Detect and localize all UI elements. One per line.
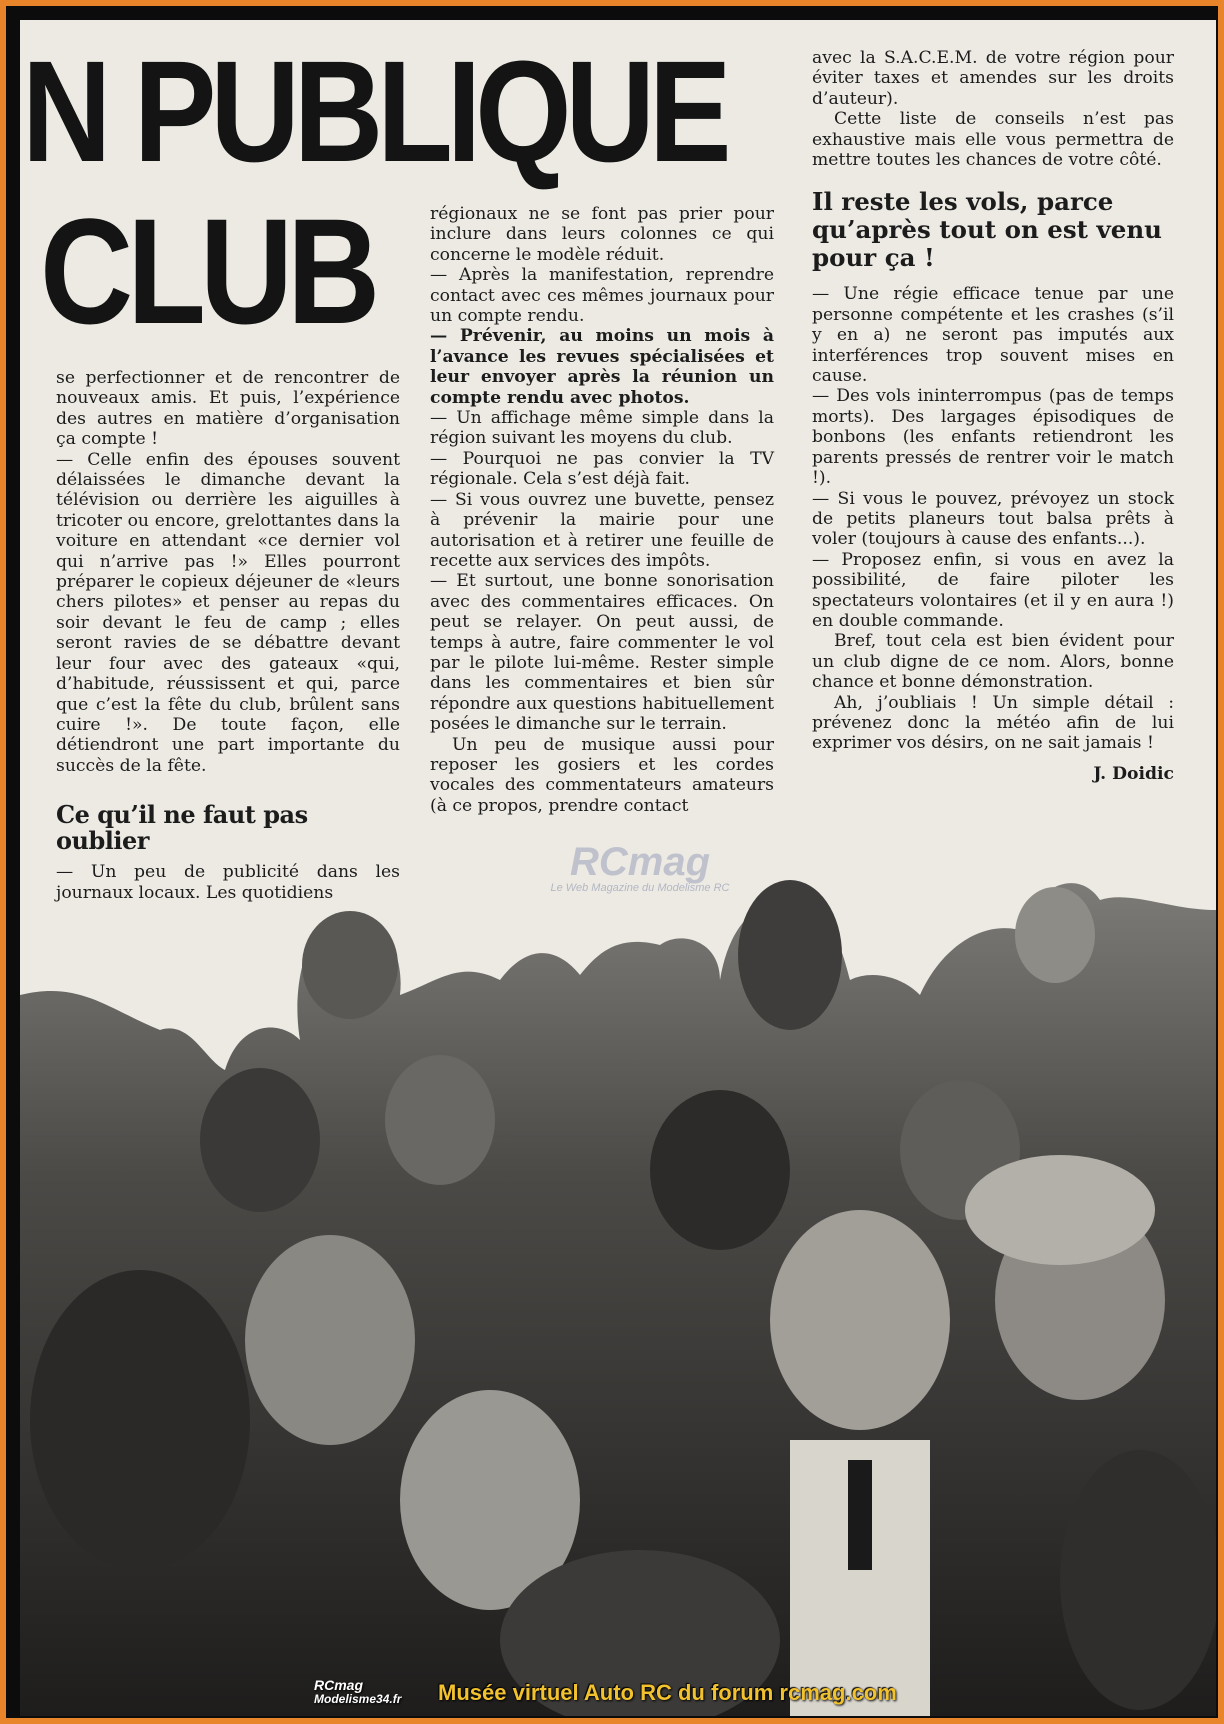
magazine-page [20,20,1216,1716]
column3-paragraph-2: Cette liste de conseils n’est pas exhaustive mais elle vous permettra de mettre toutes les chances de votre côté. [812,109,1174,171]
column3-paragraph-5: — Si vous le pouvez, prévoyez un stock de petits planeurs tout balsa prêts à voler (toujours à cause des enfants...). [812,488,1174,550]
column3-paragraph-6: — Proposez enfin, si vous en avez la possibilité, de faire piloter les spectateurs volontaires (et il y en aura !) en double commande. [812,549,1174,631]
column1-subheading: Ce qu’il ne faut pas oublier [56,800,308,856]
headline-line-1: N PUBLIQUE [22,31,726,192]
column2-paragraph-5: — Pourquoi ne pas convier la TV régionale. Cela s’est déjà fait. [430,448,774,490]
column1-paragraph-1: se perfectionner et de rencontrer de nouveaux amis. Et puis, l’expérience des autres en matière d’organisation ça compte ! [56,368,400,450]
author-signature: J. Doidic [1093,763,1174,784]
column1-paragraph-3: — Un peu de publicité dans les journaux locaux. Les quotidiens [56,862,400,903]
column2-paragraph-7: — Et surtout, une bonne sonorisation avec des commentaires efficaces. On peut se relayer. On peut aussi, de temps à autre, faire commenter le vol par le pilote lui-même. Rester simple dans les commentaires et bien sûr répondre aux questions habituellement posées le dimanche sur le terrain. [430,571,774,735]
column3-paragraph-8: Ah, j’oubliais ! Un simple détail : prévenez donc la météo afin de lui exprimer vos désirs, on ne sait jamais ! [812,692,1174,754]
column2-paragraph-1: régionaux ne se font pas prier pour inclure dans leurs colonnes ce qui concerne le modèle réduit. [430,204,774,265]
column2-paragraph-4: — Un affichage même simple dans la région suivant les moyens du club. [430,408,774,449]
headline-line-2: CLUB [40,187,375,355]
page-frame [6,6,1218,1718]
column3-paragraph-3: — Une régie efficace tenue par une personne compétente et les crashes (s’il y en a) ne seront pas imputés aux interférences trop souvent mises en cause. [812,284,1174,387]
rcmag-logo [314,1678,401,1706]
column2-paragraph-8: Un peu de musique aussi pour reposer les gosiers et les cordes vocales des commentateurs amateurs (à ce propos, prendre contact [430,734,774,816]
column2-paragraph-6: — Si vous ouvrez une buvette, pensez à prévenir la mairie pour une autorisation et à retirer une feuille de recette aux services des impôts. [430,489,774,571]
column3-paragraph-7: Bref, tout cela est bien évident pour un club digne de ce nom. Alors, bonne chance et bonne démonstration. [812,631,1174,693]
column3-paragraph-1: avec la S.A.C.E.M. de votre région pour éviter taxes et amendes sur les droits d’auteur). [812,48,1174,109]
column2-paragraph-bold: — Prévenir, au moins un mois à l’avance les revues spécialisées et leur envoyer après la réunion un compte rendu avec photos. [430,326,774,408]
museum-watermark-text: Musée virtuel Auto RC du forum rcmag.com [438,1680,897,1705]
column1-paragraph-2: — Celle enfin des épouses souvent délaissées le dimanche devant la télévision ou derrière les aiguilles à tricoter ou encore, grelottantes dans la voiture en attendant «ce dernier vol qui n’arrive pas !» Elles pourront préparer le copieux déjeuner de «leurs chers pilotes» et penser au repas du soir devant le feu de camp ; elles seront ravies de se débattre devant leur four avec des gateaux «qui, d’habitude, réussissent et qui, parce que c’est la fête du club, brûlent sans cuire !». De toute façon, elle détiendront une part importante du succès de la fête. [56,449,400,776]
ghost-tagline-text: Le Web Magazine du Modelisme RC [550,882,730,894]
column3-subheading: Il reste les vols, parce qu’après tout on est venu pour ça ! [812,187,1162,273]
ghost-brand-text: RCmag [569,840,711,884]
column3-paragraph-4: — Des vols ininterrompus (pas de temps morts). Des largages épisodiques de bonbons (les enfants retiendront les parents pressés de rentrer voir le match !). [812,386,1174,489]
crowd-photo [20,20,1216,1716]
rcmag-logo-line-1: RCmag [314,1677,364,1693]
rcmag-logo-line-2: Modelisme34.fr [314,1692,402,1706]
column2-paragraph-2: — Après la manifestation, reprendre contact avec ces mêmes journaux pour un compte rendu. [430,265,774,327]
